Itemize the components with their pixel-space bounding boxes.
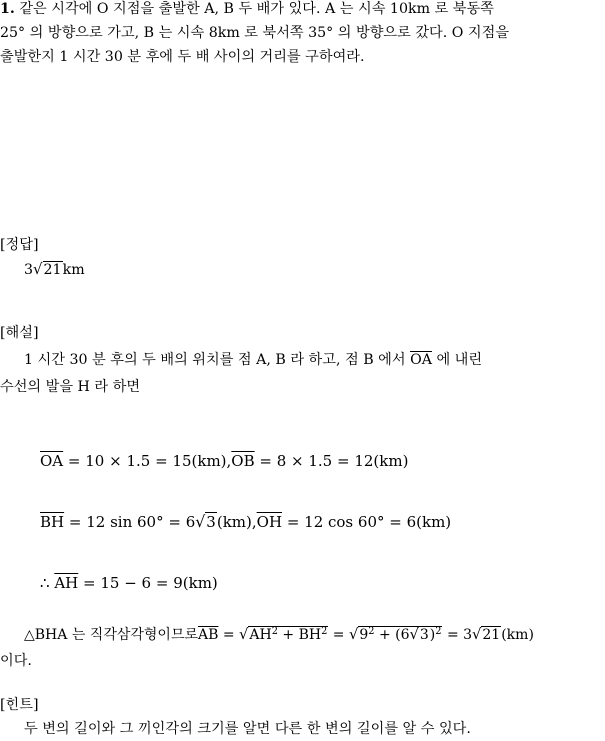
eq3-end: = 15 − 6 = 9(km) — [83, 574, 218, 592]
last-nine: 9 — [359, 626, 369, 643]
last-ah-sq: 2 — [271, 626, 278, 637]
last-bh-sq: 2 — [321, 626, 328, 637]
eq2-middle: = 12 sin 60° = 6 — [68, 513, 196, 531]
solution-heading: [해설] — [0, 325, 39, 341]
problem-text-2: 25° 의 방향으로 가고, B 는 시속 8km 로 북서쪽 35° 의 방향으로 갔다. O 지점을 — [0, 25, 510, 41]
solution-text-2: 수선의 발을 H 라 하면 — [0, 379, 141, 395]
answer-sqrt: √21 — [33, 260, 62, 278]
last-radicand: 21 — [482, 626, 501, 643]
hint-text: 두 변의 길이와 그 끼인각의 크기를 알면 다른 한 변의 길이를 알 수 있다. — [24, 721, 471, 737]
last-sqrt-1: $√AH^2 + \overline{BH}^2$ — [239, 625, 328, 643]
eq3-segment-ah: $\overline{AH}$ — [54, 574, 79, 592]
problem-line-1 — [0, 2, 494, 16]
eq2-segment-oh: $\overline{OH}$ — [256, 513, 283, 531]
solution-last-line — [24, 627, 534, 643]
last-plus: + — [277, 626, 299, 643]
last-sqrt-3: √21 — [472, 625, 501, 643]
eq1-segment-ob: $\overline{OB}$ — [231, 452, 255, 470]
last-sqrt-2: $√9^2 + (6√3)^2$ — [348, 625, 442, 643]
problem-number: 1. — [0, 1, 15, 17]
answer-radicand: 21 — [43, 262, 62, 278]
equation-3 — [40, 576, 218, 591]
problem-text-1: 같은 시각에 O 지점을 출발한 A, B 두 배가 있다. A 는 시속 10km 로 북동쪽 — [19, 1, 494, 17]
last-eq-3: = 3 — [446, 626, 473, 643]
answer-heading: [정답] — [0, 237, 39, 253]
last-nine-sq: 2 — [368, 626, 375, 637]
last-ah: AH — [249, 626, 272, 643]
eq1-middle: = 10 × 1.5 = 15(km), — [67, 452, 232, 470]
equation-1 — [40, 454, 408, 469]
answer-value — [24, 262, 85, 277]
solution-last-line-2: 이다. — [0, 653, 32, 669]
last-close: ) — [429, 626, 436, 643]
eq2-middle-2: (km), — [216, 513, 257, 531]
last-inner-radicand: 3 — [419, 626, 429, 643]
problem-text-3: 출발한지 1 시간 30 분 후에 두 배 사이의 거리를 구하여라. — [0, 49, 365, 65]
eq1-end: = 8 × 1.5 = 12(km) — [259, 452, 409, 470]
segment-oa: $\overline{OA}$ — [410, 352, 432, 368]
last-eq-2: = — [332, 626, 345, 643]
therefore-symbol: ∴ — [40, 574, 50, 592]
eq2-segment-bh: $\overline{BH}$ — [40, 513, 65, 531]
eq2-sqrt: √3 — [195, 512, 216, 531]
equation-2 — [40, 514, 451, 530]
solution-line-1 — [24, 353, 482, 367]
hint-heading: [힌트] — [0, 697, 39, 713]
eq1-segment-oa: $\overline{OA}$ — [40, 452, 64, 470]
last-segment-ab: $\overline{AB}$ — [198, 626, 219, 643]
solution-text-1a: 1 시간 30 분 후의 두 배의 위치를 점 A, B 라 하고, 점 B 에서 — [24, 352, 406, 368]
last-unit: (km) — [501, 626, 534, 643]
last-eq: = — [222, 626, 235, 643]
last-paren-sq: 2 — [435, 626, 442, 637]
answer-unit: km — [62, 262, 85, 278]
last-six: + (6 — [374, 626, 410, 643]
eq2-end: = 12 cos 60° = 6(km) — [286, 513, 452, 531]
last-text: △BHA 는 직각삼각형이므로 — [24, 626, 198, 643]
solution-text-1b: 에 내린 — [436, 352, 483, 368]
last-bh: $\overline{BH}$ — [298, 626, 322, 643]
eq2-radicand: 3 — [206, 513, 216, 531]
answer-coef: 3 — [24, 262, 34, 278]
